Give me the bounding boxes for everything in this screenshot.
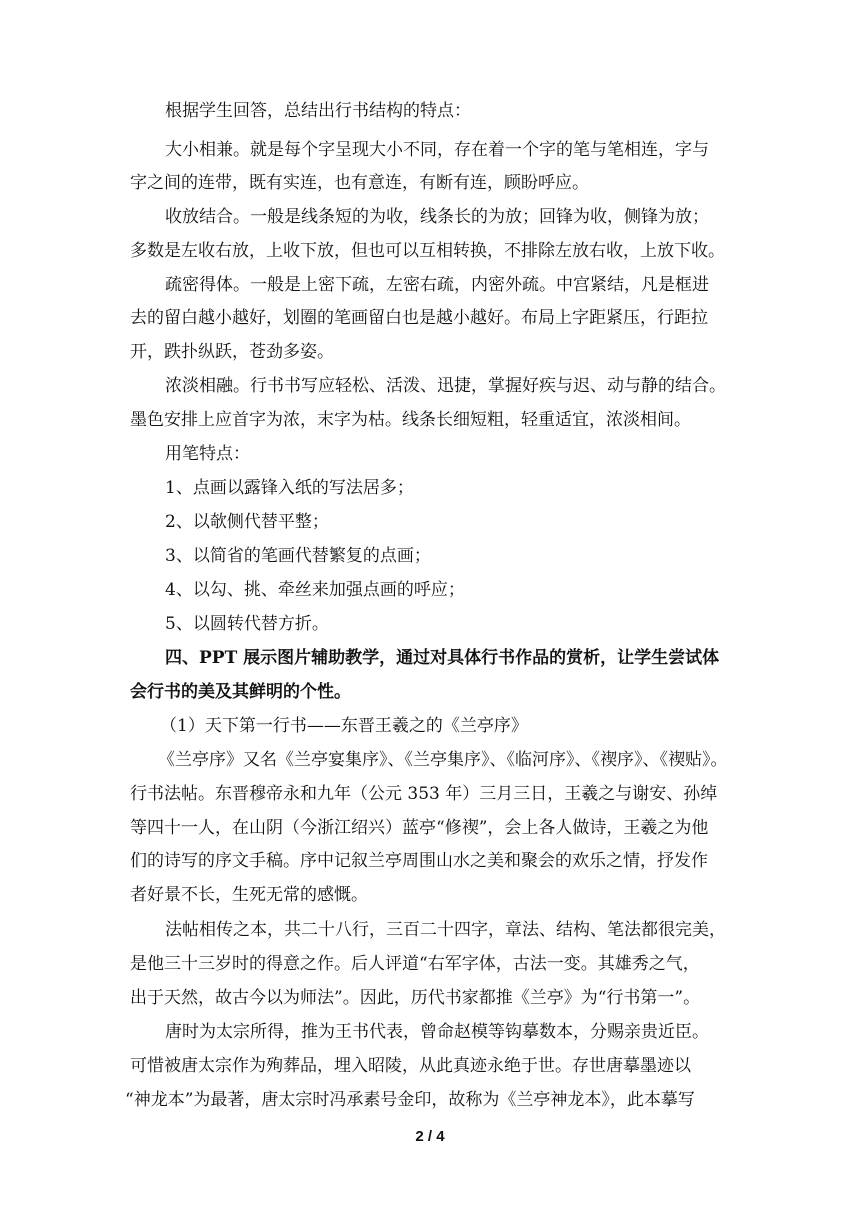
text-line: 收放结合。一般是线条短的为收，线条长的为放；回锋为收，侧锋为放；	[165, 207, 709, 227]
text-line: 唐时为太宗所得，推为王书代表，曾命赵模等钩摹数本，分赐亲贵近臣。	[165, 1022, 709, 1042]
list-item: 5、以圆转代替方折。	[165, 614, 329, 634]
text-line: 是他三十三岁时的得意之作。后人评道“右军字体，古法一变。其雄秀之气，	[130, 954, 700, 974]
section-heading: 会行书的美及其鲜明的个性。	[130, 682, 351, 702]
subsection-heading: （1）天下第一行书——东晋王羲之的《兰亭序》	[160, 716, 528, 736]
text-line: 多数是左收右放，上收下放，但也可以互相转换，不排除左放右收，上放下收。	[130, 241, 725, 261]
text-line: 疏密得体。一般是上密下疏，左密右疏，内密外疏。中宫紧结，凡是框进	[165, 275, 709, 295]
list-item: 3、以简省的笔画代替繁复的点画；	[165, 546, 431, 566]
text-line: 者好景不长，生死无常的感慨。	[130, 885, 368, 905]
text-line: 浓淡相融。行书书写应轻松、活泼、迅捷，掌握好疾与迟、动与静的结合。	[165, 376, 726, 396]
text-line: 法帖相传之本，共二十八行，三百二十四字，章法、结构、笔法都很完美，	[165, 920, 726, 940]
text-line: 用笔特点：	[165, 444, 250, 464]
text-line: “神龙本”为最著，唐太宗时冯承素号金印，故称为《兰亭神龙本》，此本摹写	[125, 1090, 695, 1110]
text-line: 开，跌扑纵跃，苍劲多姿。	[130, 342, 334, 362]
list-item: 4、以勾、挑、牵丝来加强点画的呼应；	[165, 580, 465, 600]
text-line: 出于天然，故古今以为师法”。因此，历代书家都推《兰亭》为“行书第一”。	[130, 988, 701, 1008]
text-line: 去的留白越小越好，划圈的笔画留白也是越小越好。布局上字距紧压，行距拉	[130, 308, 708, 328]
text-line: 们的诗写的序文手稿。序中记叙兰亭周围山水之美和聚会的欢乐之情，抒发作	[130, 851, 708, 871]
text-line: 字之间的连带，既有实连，也有意连，有断有连，顾盼呼应。	[130, 173, 589, 193]
section-heading: 四、PPT 展示图片辅助教学，通过对具体行书作品的赏析，让学生尝试体	[165, 648, 720, 668]
text-line: 行书法帖。东晋穆帝永和九年（公元 353 年）三月三日，王羲之与谢安、孙绰	[130, 784, 718, 804]
text-line: 《兰亭序》又名《兰亭宴集序》、《兰亭集序》、《临河序》、《禊序》、《禊贴》。	[158, 750, 728, 770]
text-line: 大小相兼。就是每个字呈现大小不同，存在着一个字的笔与笔相连，字与	[165, 140, 709, 160]
page-indicator: 2 / 4	[415, 1128, 445, 1145]
text-line: 可惜被唐太宗作为殉葬品，埋入昭陵，从此真迹永绝于世。存世唐摹墨迹以	[130, 1056, 691, 1076]
text-line: 根据学生回答，总结出行书结构的特点：	[165, 101, 471, 121]
text-line: 等四十一人，在山阴（今浙江绍兴）蓝亭“修禊”，会上各人做诗，王羲之为他	[130, 818, 709, 838]
text-line: 墨色安排上应首字为浓，末字为枯。线条长细短粗，轻重适宜，浓淡相间。	[130, 410, 691, 430]
list-item: 2、以欹侧代替平整；	[165, 512, 329, 532]
list-item: 1、点画以露锋入纸的写法居多；	[165, 478, 414, 498]
